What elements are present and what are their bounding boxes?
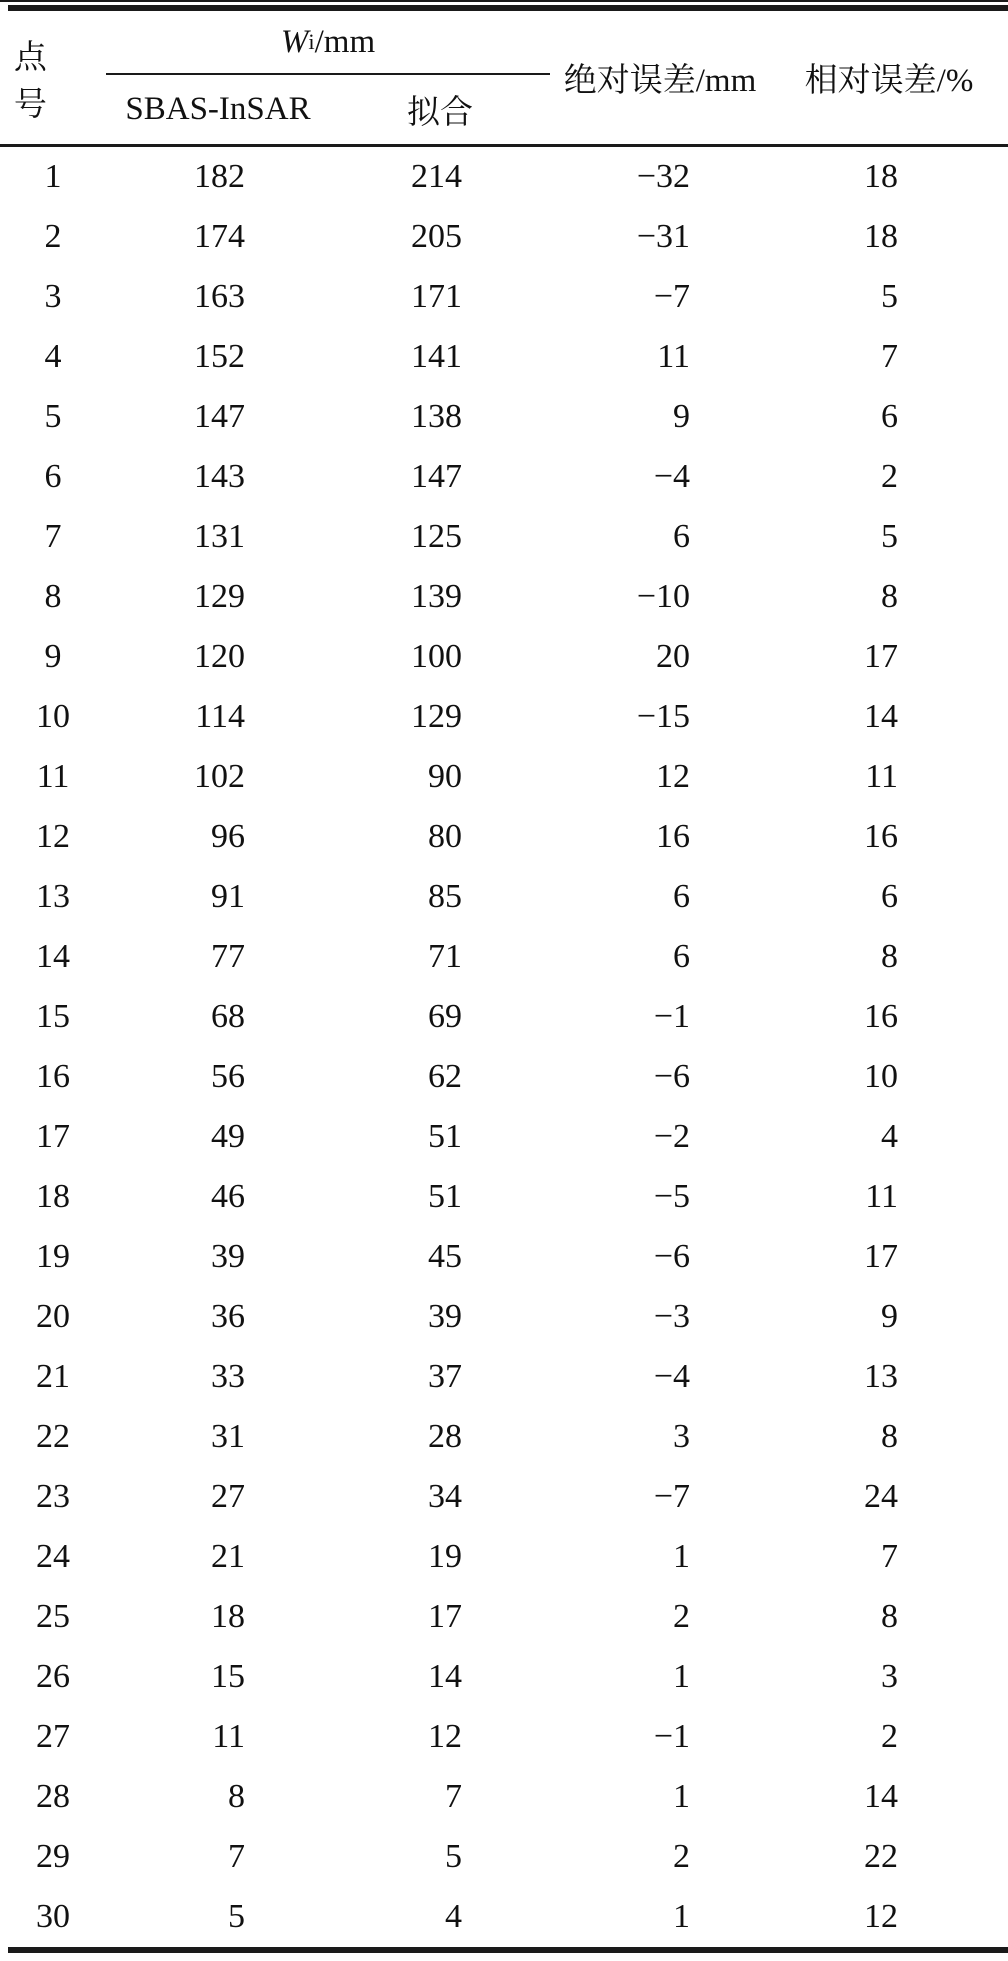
cell-point-id: 7 <box>44 518 62 555</box>
table-row <box>0 567 1008 627</box>
cell-sbas-insar: 120 <box>194 638 245 675</box>
header-wi-group <box>106 11 550 144</box>
cell-relative-error: 6 <box>881 398 898 435</box>
cell-relative-error: 16 <box>864 998 898 1035</box>
cell-absolute-error: −3 <box>653 1298 690 1335</box>
cell-absolute-error: 9 <box>673 398 690 435</box>
cell-point-id: 26 <box>36 1658 70 1695</box>
cell-point-id: 10 <box>36 698 70 735</box>
cell-point-id: 30 <box>36 1898 70 1935</box>
cell-fitted: 17 <box>428 1598 462 1635</box>
cell-sbas-insar: 21 <box>211 1538 245 1575</box>
cell-point-id: 13 <box>36 878 70 915</box>
header-sbas-insar: SBAS-InSAR <box>125 91 311 127</box>
cell-sbas-insar: 152 <box>194 338 245 375</box>
cell-absolute-error: 3 <box>673 1418 690 1455</box>
cell-sbas-insar: 5 <box>228 1898 245 1935</box>
table-row <box>0 867 1008 927</box>
cell-fitted: 129 <box>411 698 462 735</box>
cell-relative-error: 8 <box>881 1598 898 1635</box>
header-absolute-error: 绝对误差/mm <box>563 63 757 99</box>
cell-relative-error: 16 <box>864 818 898 855</box>
cell-point-id: 14 <box>36 938 70 975</box>
cell-relative-error: 8 <box>881 938 898 975</box>
cell-relative-error: 7 <box>881 1538 898 1575</box>
cell-absolute-error: −15 <box>636 698 690 735</box>
table-row <box>0 1647 1008 1707</box>
cell-sbas-insar: 143 <box>194 458 245 495</box>
header-fitted: 拟合 <box>407 95 473 131</box>
table-row <box>0 1467 1008 1527</box>
cell-absolute-error: −6 <box>653 1058 690 1095</box>
header-point-id: 点号 <box>13 39 61 123</box>
cell-point-id: 16 <box>36 1058 70 1095</box>
cell-point-id: 17 <box>36 1118 70 1155</box>
cell-absolute-error: 16 <box>656 818 690 855</box>
cell-absolute-error: −1 <box>653 1718 690 1755</box>
cell-sbas-insar: 36 <box>211 1298 245 1335</box>
cell-fitted: 125 <box>411 518 462 555</box>
cell-sbas-insar: 46 <box>211 1178 245 1215</box>
table-row <box>0 1107 1008 1167</box>
cell-absolute-error: 12 <box>656 758 690 795</box>
cell-fitted: 100 <box>411 638 462 675</box>
table-row <box>0 267 1008 327</box>
table-body <box>0 147 1008 1947</box>
cell-sbas-insar: 91 <box>211 878 245 915</box>
table-header <box>0 11 1008 144</box>
table-row <box>0 1047 1008 1107</box>
cell-point-id: 11 <box>36 758 70 795</box>
cell-fitted: 141 <box>411 338 462 375</box>
table-row <box>0 1767 1008 1827</box>
cell-fitted: 71 <box>428 938 462 975</box>
cell-relative-error: 17 <box>864 1238 898 1275</box>
cell-absolute-error: 2 <box>673 1838 690 1875</box>
cell-relative-error: 4 <box>881 1118 898 1155</box>
cell-sbas-insar: 102 <box>194 758 245 795</box>
cell-fitted: 171 <box>411 278 462 315</box>
cell-fitted: 51 <box>428 1118 462 1155</box>
cell-sbas-insar: 174 <box>194 218 245 255</box>
cell-fitted: 69 <box>428 998 462 1035</box>
cell-fitted: 51 <box>428 1178 462 1215</box>
cell-sbas-insar: 11 <box>212 1718 245 1755</box>
cell-sbas-insar: 31 <box>211 1418 245 1455</box>
cell-absolute-error: −10 <box>636 578 690 615</box>
cell-fitted: 5 <box>445 1838 462 1875</box>
cell-absolute-error: −5 <box>653 1178 690 1215</box>
cell-absolute-error: −7 <box>653 1478 690 1515</box>
cell-point-id: 15 <box>36 998 70 1035</box>
cell-sbas-insar: 182 <box>194 158 245 195</box>
cell-sbas-insar: 77 <box>211 938 245 975</box>
cell-point-id: 24 <box>36 1538 70 1575</box>
cell-relative-error: 14 <box>864 1778 898 1815</box>
cell-relative-error: 3 <box>881 1658 898 1695</box>
cell-relative-error: 18 <box>864 218 898 255</box>
table-row <box>0 207 1008 267</box>
cell-fitted: 85 <box>428 878 462 915</box>
cell-fitted: 7 <box>445 1778 462 1815</box>
table-row <box>0 1887 1008 1947</box>
cell-fitted: 80 <box>428 818 462 855</box>
cell-fitted: 12 <box>428 1718 462 1755</box>
cell-absolute-error: 1 <box>673 1658 690 1695</box>
cell-absolute-error: −31 <box>636 218 690 255</box>
cell-absolute-error: 6 <box>673 518 690 555</box>
table-row <box>0 1707 1008 1767</box>
cell-sbas-insar: 15 <box>211 1658 245 1695</box>
cell-point-id: 25 <box>36 1598 70 1635</box>
cell-sbas-insar: 39 <box>211 1238 245 1275</box>
cell-absolute-error: 1 <box>673 1898 690 1935</box>
cell-absolute-error: −2 <box>653 1118 690 1155</box>
cell-sbas-insar: 163 <box>194 278 245 315</box>
cell-absolute-error: 20 <box>656 638 690 675</box>
cell-point-id: 22 <box>36 1418 70 1455</box>
cell-absolute-error: −6 <box>653 1238 690 1275</box>
table-row <box>0 1587 1008 1647</box>
cell-absolute-error: 11 <box>657 338 690 375</box>
cell-relative-error: 18 <box>864 158 898 195</box>
cell-relative-error: 9 <box>881 1298 898 1335</box>
cell-sbas-insar: 114 <box>195 698 245 735</box>
cell-relative-error: 11 <box>865 1178 898 1215</box>
cell-sbas-insar: 8 <box>228 1778 245 1815</box>
cell-fitted: 37 <box>428 1358 462 1395</box>
cell-sbas-insar: 49 <box>211 1118 245 1155</box>
cell-absolute-error: 6 <box>673 938 690 975</box>
cell-absolute-error: 6 <box>673 878 690 915</box>
table-row <box>0 1347 1008 1407</box>
cell-absolute-error: −4 <box>653 458 690 495</box>
table-row <box>0 807 1008 867</box>
cell-point-id: 8 <box>44 578 62 615</box>
cell-point-id: 1 <box>44 158 62 195</box>
cell-absolute-error: −32 <box>636 158 690 195</box>
cell-absolute-error: −4 <box>653 1358 690 1395</box>
cell-absolute-error: 1 <box>673 1538 690 1575</box>
cell-fitted: 139 <box>411 578 462 615</box>
table-row <box>0 747 1008 807</box>
cell-fitted: 138 <box>411 398 462 435</box>
cell-absolute-error: −1 <box>653 998 690 1035</box>
cell-fitted: 39 <box>428 1298 462 1335</box>
cell-relative-error: 5 <box>881 518 898 555</box>
cell-relative-error: 10 <box>864 1058 898 1095</box>
table-row <box>0 987 1008 1047</box>
cell-point-id: 23 <box>36 1478 70 1515</box>
cell-sbas-insar: 129 <box>194 578 245 615</box>
cell-sbas-insar: 33 <box>211 1358 245 1395</box>
cell-fitted: 90 <box>428 758 462 795</box>
cell-absolute-error: 1 <box>673 1778 690 1815</box>
cell-point-id: 2 <box>44 218 62 255</box>
cell-relative-error: 7 <box>881 338 898 375</box>
cell-relative-error: 22 <box>864 1838 898 1875</box>
cell-absolute-error: −7 <box>653 278 690 315</box>
cell-point-id: 18 <box>36 1178 70 1215</box>
cell-relative-error: 8 <box>881 1418 898 1455</box>
cell-point-id: 6 <box>44 458 62 495</box>
cell-sbas-insar: 27 <box>211 1478 245 1515</box>
cell-point-id: 4 <box>44 338 62 375</box>
table-row <box>0 387 1008 447</box>
cell-fitted: 34 <box>428 1478 462 1515</box>
cell-fitted: 205 <box>411 218 462 255</box>
cell-fitted: 14 <box>428 1658 462 1695</box>
table-row <box>0 147 1008 207</box>
cell-point-id: 19 <box>36 1238 70 1275</box>
table-row <box>0 627 1008 687</box>
cell-fitted: 28 <box>428 1418 462 1455</box>
cell-relative-error: 13 <box>864 1358 898 1395</box>
table-row <box>0 447 1008 507</box>
bottom-thick-rule <box>8 1947 1008 1953</box>
cell-relative-error: 2 <box>881 1718 898 1755</box>
cell-fitted: 19 <box>428 1538 462 1575</box>
cell-point-id: 21 <box>36 1358 70 1395</box>
cell-point-id: 9 <box>44 638 62 675</box>
cell-relative-error: 6 <box>881 878 898 915</box>
header-wi-label: W i /mm <box>106 11 550 75</box>
cell-sbas-insar: 18 <box>211 1598 245 1635</box>
table-row <box>0 1527 1008 1587</box>
cell-sbas-insar: 147 <box>194 398 245 435</box>
cell-fitted: 214 <box>411 158 462 195</box>
cell-fitted: 4 <box>445 1898 462 1935</box>
table-row <box>0 1407 1008 1467</box>
wi-symbol: W <box>280 23 309 60</box>
cell-point-id: 3 <box>44 278 62 315</box>
table-row <box>0 1167 1008 1227</box>
cell-sbas-insar: 7 <box>228 1838 245 1875</box>
cell-relative-error: 2 <box>881 458 898 495</box>
header-sub-row <box>106 75 550 144</box>
cell-relative-error: 24 <box>864 1478 898 1515</box>
top-hairline-rule <box>0 0 1008 2</box>
table-row <box>0 507 1008 567</box>
cell-relative-error: 8 <box>881 578 898 615</box>
cell-absolute-error: 2 <box>673 1598 690 1635</box>
cell-sbas-insar: 68 <box>211 998 245 1035</box>
cell-fitted: 62 <box>428 1058 462 1095</box>
cell-sbas-insar: 96 <box>211 818 245 855</box>
cell-point-id: 29 <box>36 1838 70 1875</box>
table-row <box>0 927 1008 987</box>
cell-point-id: 27 <box>36 1718 70 1755</box>
table-row <box>0 687 1008 747</box>
cell-relative-error: 11 <box>865 758 898 795</box>
cell-point-id: 12 <box>36 818 70 855</box>
cell-relative-error: 5 <box>881 278 898 315</box>
table-row <box>0 327 1008 387</box>
cell-point-id: 5 <box>44 398 62 435</box>
table-row <box>0 1827 1008 1887</box>
table-row <box>0 1227 1008 1287</box>
cell-fitted: 147 <box>411 458 462 495</box>
cell-relative-error: 17 <box>864 638 898 675</box>
cell-relative-error: 14 <box>864 698 898 735</box>
cell-point-id: 20 <box>36 1298 70 1335</box>
header-relative-error: 相对误差/% <box>804 63 974 99</box>
cell-fitted: 45 <box>428 1238 462 1275</box>
cell-relative-error: 12 <box>864 1898 898 1935</box>
cell-sbas-insar: 131 <box>194 518 245 555</box>
cell-sbas-insar: 56 <box>211 1058 245 1095</box>
cell-point-id: 28 <box>36 1778 70 1815</box>
wi-unit: /mm <box>314 23 376 60</box>
table-row <box>0 1287 1008 1347</box>
